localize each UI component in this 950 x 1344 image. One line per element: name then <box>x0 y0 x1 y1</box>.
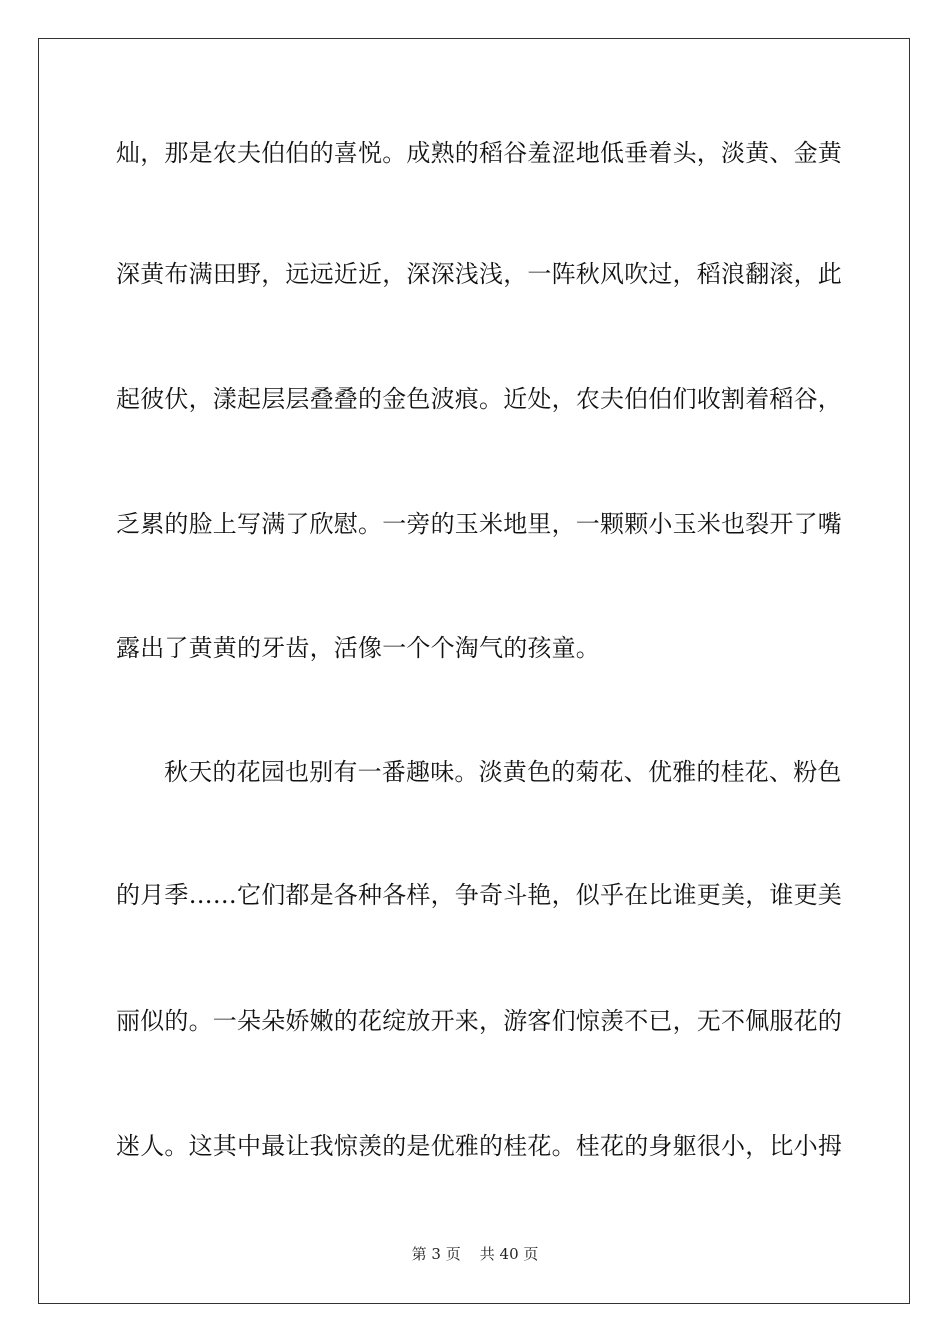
body-line-8: 丽似的。一朵朵娇嫩的花绽放开来，游客们惊羡不已，无不佩服花的 <box>116 1007 842 1035</box>
body-line-1: 灿，那是农夫伯伯的喜悦。成熟的稻谷羞涩地低垂着头，淡黄、金黄 <box>116 139 842 167</box>
body-line-4: 乏累的脸上写满了欣慰。一旁的玉米地里，一颗颗小玉米也裂开了嘴 <box>116 510 842 538</box>
page-border <box>38 38 910 1304</box>
body-line-9: 迷人。这其中最让我惊羡的是优雅的桂花。桂花的身躯很小，比小拇 <box>116 1132 842 1160</box>
body-line-5: 露出了黄黄的牙齿，活像一个个淘气的孩童。 <box>116 634 600 662</box>
body-line-6: 秋天的花园也别有一番趣味。淡黄色的菊花、优雅的桂花、粉色 <box>164 758 842 786</box>
page-number-footer: 第 3 页 共 40 页 <box>411 1245 539 1263</box>
body-line-7: 的月季……它们都是各种各样，争奇斗艳，似乎在比谁更美，谁更美 <box>116 881 842 909</box>
body-line-3: 起彼伏，漾起层层叠叠的金色波痕。近处，农夫伯伯们收割着稻谷， <box>116 385 842 413</box>
body-line-2: 深黄布满田野，远远近近，深深浅浅，一阵秋风吹过，稻浪翻滚，此 <box>116 260 842 288</box>
